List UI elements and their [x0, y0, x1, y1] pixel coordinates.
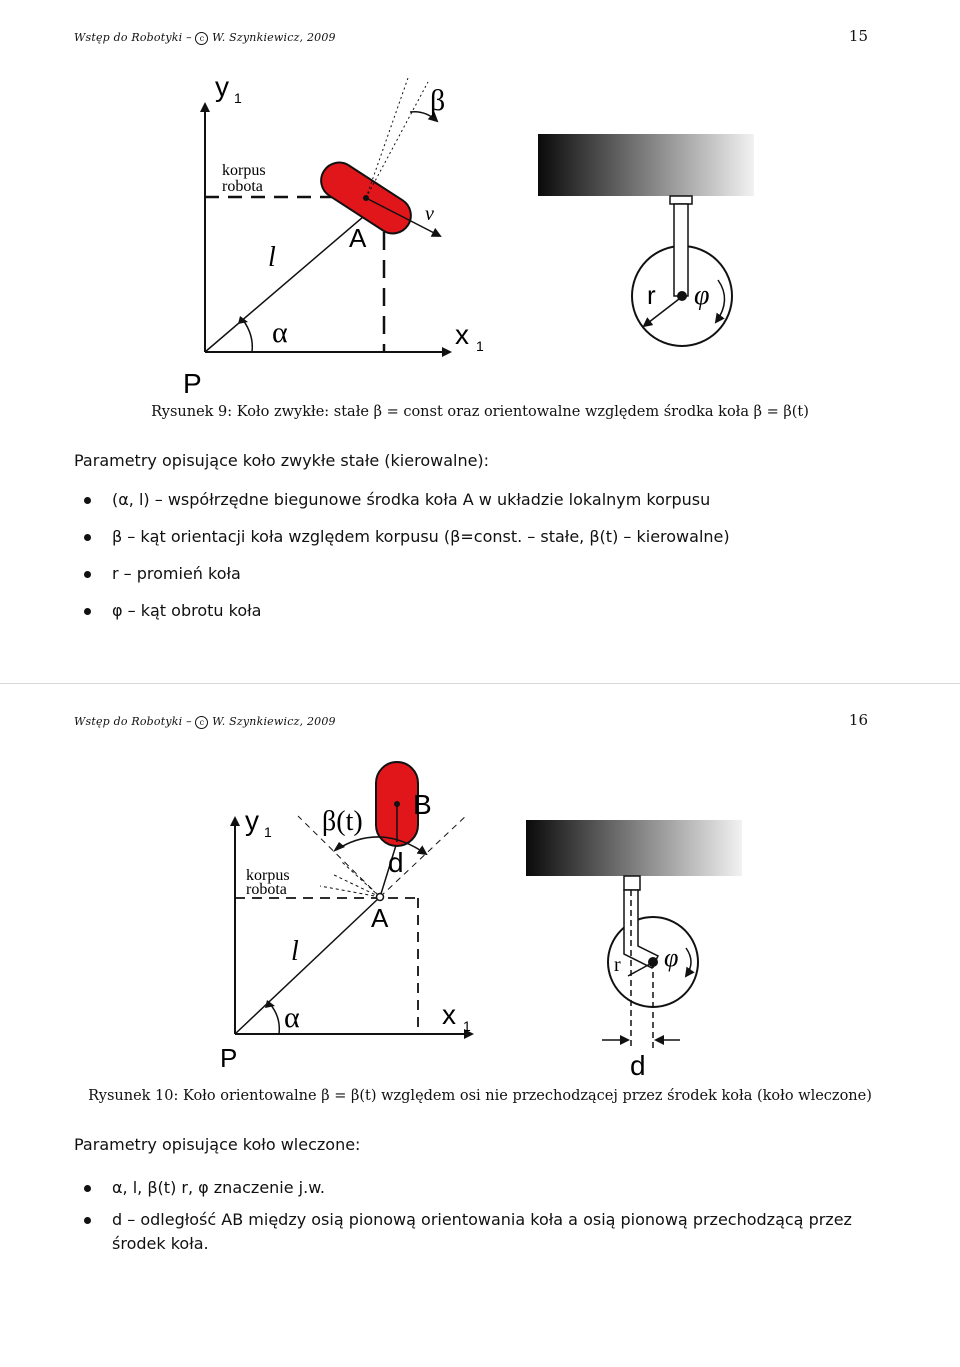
label-P: P	[220, 1043, 238, 1073]
dotted-line-3	[342, 862, 380, 897]
wheel-mount	[624, 876, 640, 890]
alpha-arc	[243, 320, 252, 352]
list-item-text: d – odległość AB między osią pionową orientowania koła a osią pionową przechodzącą przez środek koła.	[112, 1210, 852, 1253]
l-segment	[205, 199, 384, 352]
bullet-icon	[84, 608, 91, 615]
label-B: B	[413, 789, 432, 820]
beta-t-arc-arrowhead	[333, 842, 345, 852]
robot-body-block	[538, 134, 754, 196]
list-item	[74, 488, 894, 512]
label-phi: φ	[694, 280, 710, 311]
page-number: 16	[848, 711, 868, 729]
header-course: Wstęp do Robotyki –	[74, 715, 192, 728]
label-beta-t: β(t)	[322, 806, 363, 837]
label-alpha: α	[284, 1001, 300, 1034]
point-b	[394, 801, 400, 807]
dotted-line-2	[332, 874, 380, 897]
page-number: 15	[848, 27, 868, 45]
params-list	[74, 1176, 894, 1256]
list-item	[74, 1176, 894, 1200]
list-item-text: α, l, β(t) r, φ znaczenie j.w.	[112, 1178, 325, 1197]
list-item-text: r – promień koła	[112, 564, 241, 583]
l-segment	[235, 897, 380, 1034]
list-item-text: β – kąt orientacji koła względem korpusu (β=const. – stałe, β(t) – kierowalne)	[112, 527, 730, 546]
alpha-arc	[270, 1004, 279, 1034]
bullet-icon	[84, 534, 91, 541]
dotted-line-1	[366, 82, 428, 198]
label-korpus: korpus	[222, 162, 266, 179]
label-r: r	[647, 280, 656, 310]
label-v: v	[425, 203, 434, 225]
list-item	[74, 525, 894, 549]
copyright-icon: c	[195, 716, 208, 729]
header-author: W. Szynkiewicz, 2009	[212, 715, 336, 728]
point-a	[377, 894, 384, 901]
label-x1-sub: 1	[476, 338, 484, 354]
list-item	[74, 599, 894, 623]
label-r: r	[614, 954, 621, 976]
label-robota: robota	[222, 178, 263, 195]
list-item	[74, 562, 894, 586]
params-list	[74, 488, 894, 623]
figure-10-caption: Rysunek 10: Koło orientowalne β = β(t) względem osi nie przechodzącej przez środek koła (koło wleczone)	[88, 1088, 872, 1104]
label-P: P	[183, 368, 202, 399]
label-x1: x	[455, 319, 469, 350]
bullet-icon	[84, 497, 91, 504]
params-intro: Parametry opisujące koło zwykłe stałe (kierowalne):	[74, 451, 490, 470]
list-item-text: φ – kąt obrotu koła	[112, 601, 262, 620]
bullet-icon	[84, 1217, 91, 1224]
bullet-icon	[84, 571, 91, 578]
label-A: A	[349, 223, 367, 253]
label-x1: x	[442, 999, 456, 1030]
page-15	[0, 0, 960, 683]
label-phi: φ	[664, 943, 679, 972]
header-course: Wstęp do Robotyki –	[74, 31, 192, 44]
label-x1-sub: 1	[463, 1018, 471, 1034]
robot-body-block	[526, 820, 742, 876]
list-item	[74, 1208, 894, 1256]
label-korpus: korpus	[246, 867, 290, 884]
label-A: A	[371, 903, 389, 933]
label-beta: β	[430, 84, 446, 117]
list-item-text: (α, l) – współrzędne biegunowe środka koła A w układzie lokalnym korpusu	[112, 490, 711, 509]
label-y1: y	[245, 805, 259, 836]
label-d-bottom: d	[630, 1050, 646, 1081]
label-l: l	[268, 242, 276, 273]
label-y1-sub: 1	[264, 824, 272, 840]
label-alpha: α	[272, 316, 288, 349]
page-16	[0, 684, 960, 1367]
figure-9-caption: Rysunek 9: Koło zwykłe: stałe β = const oraz orientowalne względem środka koła β = β(t)	[151, 404, 809, 420]
label-d: d	[388, 847, 404, 878]
figure-9	[0, 0, 960, 400]
figure-10	[0, 684, 960, 1084]
copyright-icon: c	[195, 32, 208, 45]
header-author: W. Szynkiewicz, 2009	[212, 31, 336, 44]
label-y1-sub: 1	[234, 90, 242, 106]
wheel-mount	[670, 196, 692, 204]
bullet-icon	[84, 1185, 91, 1192]
params-intro: Parametry opisujące koło wleczone:	[74, 1135, 361, 1154]
label-l: l	[291, 936, 299, 967]
wheel-fork	[674, 204, 688, 296]
label-y1: y	[215, 71, 229, 102]
label-robota: robota	[246, 881, 287, 898]
